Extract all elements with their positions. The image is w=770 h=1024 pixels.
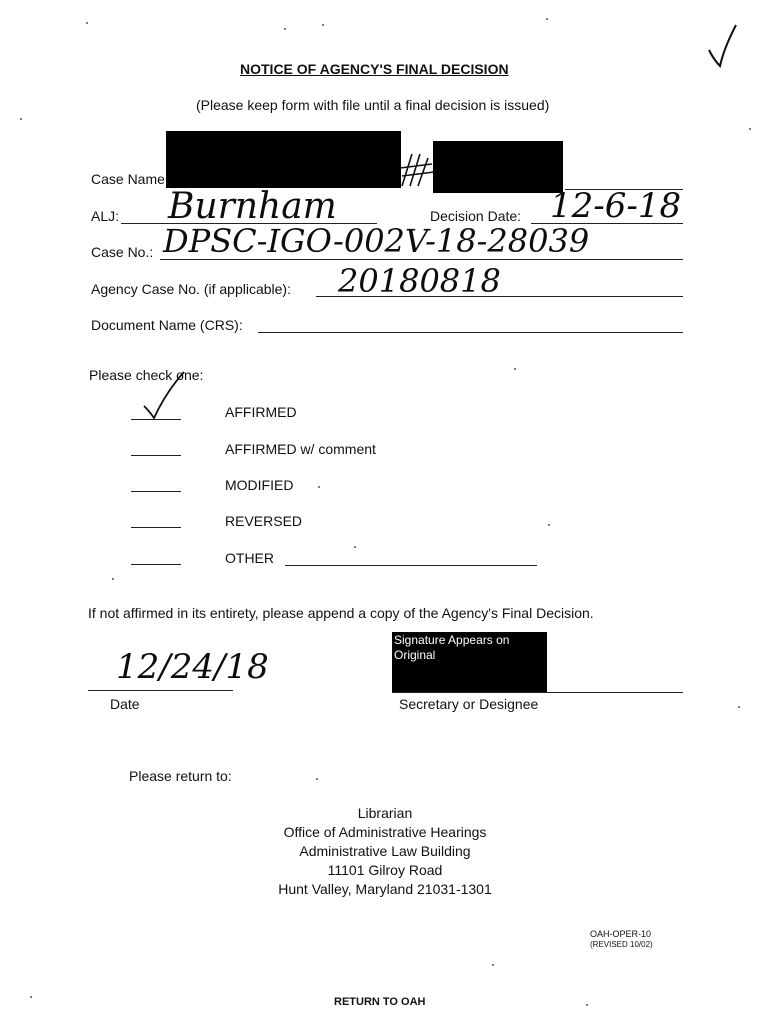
scan-speck	[322, 24, 324, 26]
check-line-other	[131, 564, 181, 565]
signature-redaction-text: Signature Appears on Original	[394, 633, 510, 662]
agency-case-no-value: 20180818	[338, 262, 501, 300]
check-line-reversed	[131, 527, 181, 528]
form-revised: (REVISED 10/02)	[590, 940, 653, 949]
scan-speck	[354, 546, 356, 548]
address-block	[235, 804, 535, 899]
scan-speck	[112, 578, 114, 580]
check-line-modified	[131, 491, 181, 492]
agency-case-no-label: Agency Case No. (if applicable):	[91, 281, 291, 297]
form-code: OAH-OPER-10	[590, 929, 652, 939]
option-affirmed: AFFIRMED	[225, 404, 297, 420]
scan-speck	[318, 486, 320, 488]
page-title: NOTICE OF AGENCY'S FINAL DECISION	[240, 61, 509, 77]
check-prompt: Please check one:	[89, 367, 204, 383]
alj-label: ALJ:	[91, 208, 120, 224]
return-to-label: Please return to:	[129, 768, 232, 784]
address-line: Administrative Law Building	[299, 843, 471, 859]
document-name-line	[258, 332, 683, 333]
document-name-label: Document Name (CRS):	[91, 317, 243, 333]
decision-date-value: 12-6-18	[550, 186, 682, 226]
address-line: Librarian	[357, 805, 413, 821]
address-line: Hunt Valley, Maryland 21031-1301	[278, 881, 492, 897]
option-other: OTHER	[225, 550, 274, 566]
scan-speck	[546, 18, 548, 20]
address-line: Office of Administrative Hearings	[283, 824, 487, 840]
scan-speck	[86, 22, 88, 24]
footer-return: RETURN TO OAH	[334, 996, 426, 1008]
case-no-label: Case No.:	[91, 244, 154, 260]
scan-speck	[548, 524, 550, 526]
redaction-case-name	[166, 131, 401, 188]
option-affirmed-comment: AFFIRMED w/ comment	[225, 441, 376, 457]
handwritten-check-icon	[140, 370, 188, 422]
scan-speck	[586, 1004, 588, 1006]
date-label: Date	[110, 696, 140, 712]
case-name-label: Case Name	[91, 171, 165, 187]
page-subtitle: (Please keep form with file until a final decision is issued)	[196, 97, 550, 113]
other-line	[285, 565, 537, 566]
case-no-value: DPSC-IGO-002V-18-28039	[163, 222, 590, 260]
scan-speck	[514, 368, 516, 370]
scan-speck	[738, 706, 740, 708]
append-notice: If not affirmed in its entirety, please append a copy of the Agency's Final Decision.	[88, 605, 594, 621]
scribble-mark	[398, 150, 438, 190]
secretary-label: Secretary or Designee	[399, 696, 539, 712]
scan-speck	[492, 964, 494, 966]
scan-speck	[30, 996, 32, 998]
alj-value: Burnham	[168, 186, 337, 227]
scan-speck	[316, 778, 318, 780]
check-mark-icon	[706, 22, 740, 70]
signature-line	[392, 692, 683, 693]
scan-speck	[749, 128, 751, 130]
scan-speck	[20, 118, 22, 120]
address-line: 11101 Gilroy Road	[327, 862, 443, 878]
option-reversed: REVERSED	[225, 513, 303, 529]
scan-speck	[284, 28, 286, 30]
redaction-case-name-2	[433, 141, 563, 193]
option-modified: MODIFIED	[225, 477, 294, 493]
check-line-affirmed-comment	[131, 455, 181, 456]
decision-date-label: Decision Date:	[430, 208, 522, 224]
date-line	[88, 690, 233, 691]
handwritten-date: 12/24/18	[116, 647, 269, 687]
